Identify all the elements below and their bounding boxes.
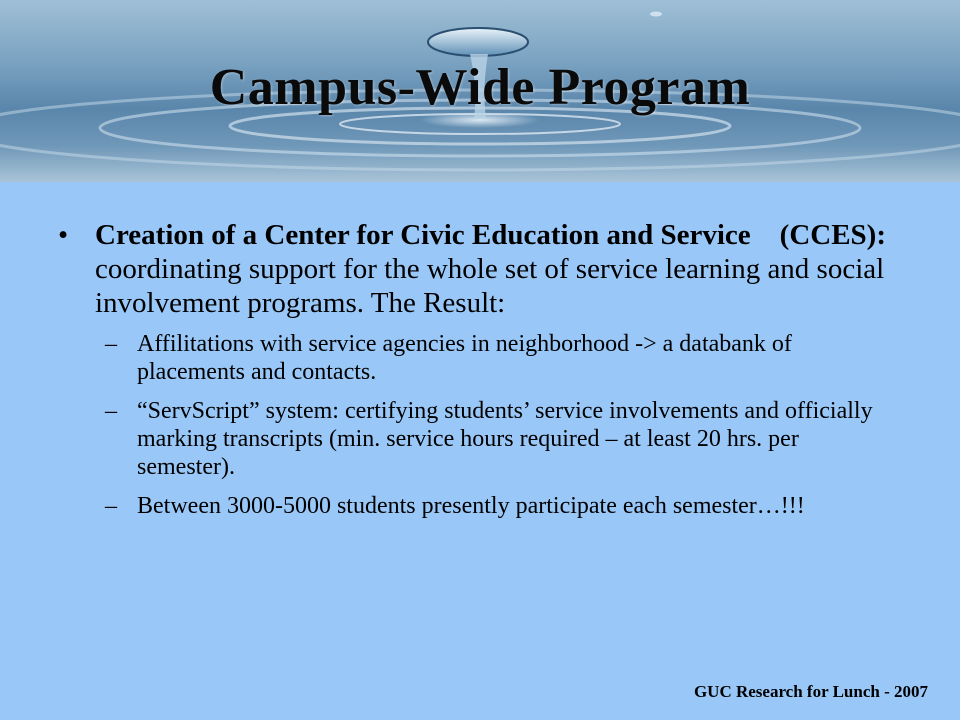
sub-bullet-item bbox=[58, 397, 897, 481]
sub-bullet-text: “ServScript” system: certifying students’ service involvements and officially marking transcripts (min. service hours required – at least 20 hrs. per semester). bbox=[137, 398, 873, 480]
sub-bullet-item bbox=[58, 492, 897, 520]
bullet-marker: • bbox=[58, 219, 69, 251]
sub-bullet-text: Between 3000-5000 students presently participate each semester…!!! bbox=[137, 493, 805, 519]
sub-bullet-item bbox=[58, 330, 897, 386]
slide-title: Campus-Wide Program bbox=[209, 59, 751, 116]
sub-bullet-marker: – bbox=[105, 331, 117, 357]
sub-bullet-list bbox=[58, 330, 918, 520]
sub-bullet-marker: – bbox=[105, 493, 117, 519]
sub-bullet-text: Affilitations with service agencies in neighborhood -> a databank of placements and contacts. bbox=[137, 331, 792, 385]
header-water-image bbox=[0, 0, 960, 182]
slide-footer: GUC Research for Lunch - 2007 bbox=[693, 682, 928, 701]
bullet-lead-text: Creation of a Center for Civic Education and Service (CCES): bbox=[95, 219, 886, 251]
bullet-body-text: coordinating support for the whole set of service learning and social involvement programs. The Result: bbox=[95, 253, 885, 319]
sub-bullet-marker: – bbox=[105, 398, 117, 424]
slide-content bbox=[58, 218, 918, 531]
main-bullet bbox=[58, 218, 918, 320]
